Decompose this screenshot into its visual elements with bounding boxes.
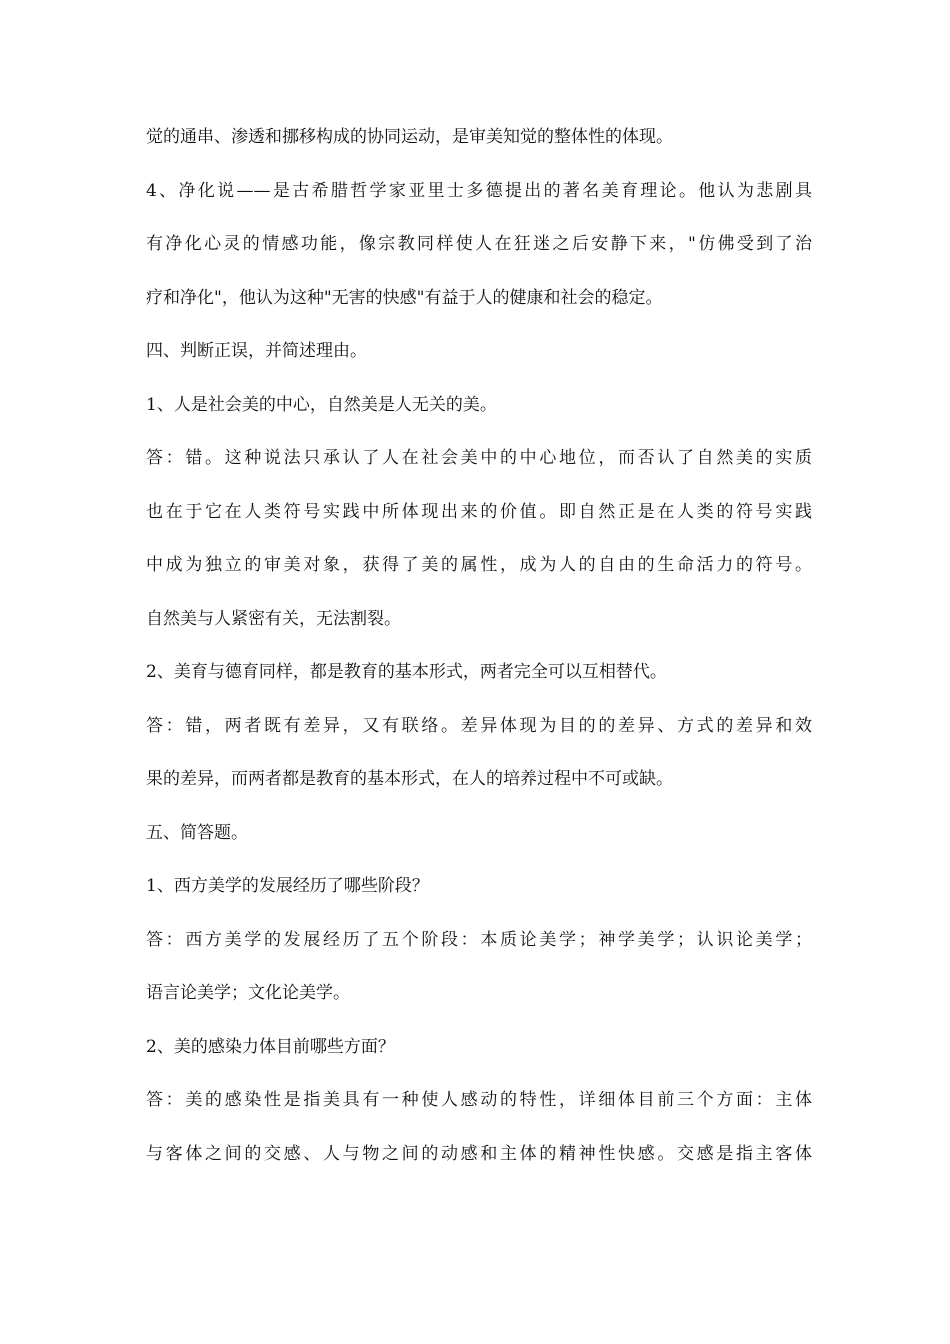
text-line: 中成为独立的审美对象，获得了美的属性，成为人的自由的生命活力的符号。: [146, 555, 812, 575]
question-line: 1、人是社会美的中心，自然美是人无关的美。: [146, 394, 497, 415]
answer-line: 答：美的感染性是指美具有一种使人感动的特性，详细体目前三个方面：主体: [146, 1090, 812, 1110]
text-line: 4、净化说——是古希腊哲学家亚里士多德提出的著名美育理论。他认为悲剧具: [146, 180, 812, 201]
question-line: 2、美的感染力体目前哪些方面？: [146, 1036, 395, 1057]
document-text-body: [146, 114, 812, 1184]
text-line: 有净化心灵的情感功能，像宗教同样使人在狂迷之后安静下来，"仿佛受到了治: [146, 234, 812, 254]
section-heading: 五、简答题。: [146, 822, 248, 843]
question-line: 2、美育与德育同样，都是教育的基本形式，两者完全可以互相替代。: [146, 662, 667, 682]
answer-line: 答：错，两者既有差异，又有联络。差异体现为目的的差异、方式的差异和效: [146, 715, 812, 736]
text-line: 疗和净化"，他认为这种"无害的快感"有益于人的健康和社会的稳定。: [146, 287, 663, 308]
text-line: 自然美与人紧密有关，无法割裂。: [146, 608, 401, 629]
question-line: 1、西方美学的发展经历了哪些阶段？: [146, 876, 429, 896]
section-heading: 四、判断正误，并简述理由。: [146, 341, 367, 361]
text-line: 果的差异，而两者都是教育的基本形式，在人的培养过程中不可或缺。: [146, 769, 673, 789]
text-line: 与客体之间的交感、人与物之间的动感和主体的精神性快感。交感是指主客体: [146, 1143, 812, 1164]
answer-line: 答：西方美学的发展经历了五个阶段：本质论美学；神学美学；认识论美学；: [146, 929, 812, 950]
answer-line: 答：错。这种说法只承认了人在社会美中的中心地位，而否认了自然美的实质: [146, 448, 812, 468]
text-line: 语言论美学；文化论美学。: [146, 983, 350, 1003]
text-line: 也在于它在人类符号实践中所体现出来的价值。即自然正是在人类的符号实践: [146, 501, 812, 522]
text-line: 觉的通串、渗透和挪移构成的协同运动，是审美知觉的整体性的体现。: [146, 127, 673, 147]
